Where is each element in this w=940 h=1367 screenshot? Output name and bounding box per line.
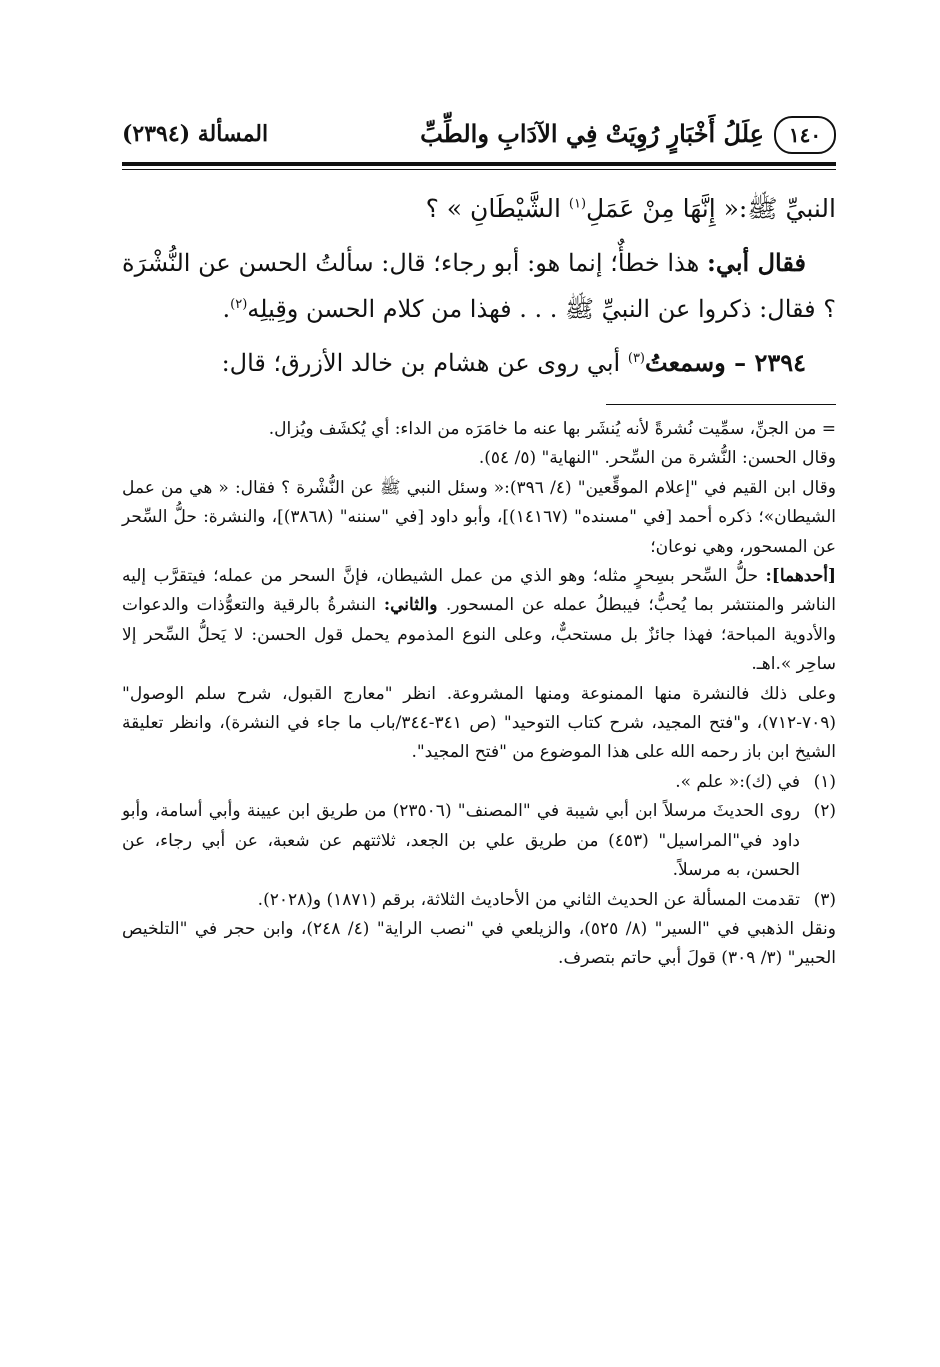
footnote-continuation-4-lead: [أحدهما]:	[765, 566, 836, 587]
footnote-continuation-1: = من الجنِّ، سمِّيت نُشرةً لأنه يُنشَر بها عنه ما خامَرَه من الداء: أي يُكشَف ويُزال.	[268, 419, 836, 439]
paragraph-3-text: أبي روى عن هشام بن خالد الأزرق؛ قال:	[221, 349, 628, 377]
footnote-continuation-4	[122, 562, 836, 680]
footnote-text: روى الحديثَ مرسلاً ابن أبي شيبة في "المصنف" (٢٣٥٠٦) من طريق ابن عيينة وأبي أسامة، وأبو داود في"المراسيل" (٤٥٣) من طريق علي بن الجعد، ثلاثتهم عن شعبة، عن أبي رجاء، عن الحسن، به مرسلاً.	[122, 801, 800, 881]
footnote-number: (١)	[813, 771, 836, 792]
issue-label: المسألة (٢٣٩٤)	[122, 121, 269, 147]
paragraph-2	[122, 240, 836, 332]
paragraph-2-text-a: هذا خطأٌ؛ إنما هو: أبو رجاء؛ قال: سألتُ الحسن عن النُّشْرَة ؟ فقال: ذكروا عن النبيِّ ﷺ . . . فهذا من كلام الحسن وقِيلِه	[122, 249, 836, 323]
main-text	[122, 186, 836, 386]
page	[122, 108, 836, 974]
paragraph-3-lead: ٢٣٩٤ – وسمعتُ	[645, 348, 806, 377]
footnote-continuation-2: وقال الحسن: النُّشرة من السِّحر. "النهاية" (٥/ ٥٤).	[478, 448, 836, 469]
footnote-continuation-4-lead-2: والثاني:	[383, 595, 446, 616]
footnote-separator	[606, 404, 836, 405]
footnote-text: في (ك):« علم ».	[675, 771, 800, 792]
footnote-ref-1: (١)	[568, 196, 587, 212]
footnote-item	[122, 768, 836, 797]
footnote-continuation-3: وقال ابن القيم في "إعلام الموقِّعين" (٤/ ٣٩٦):« وسئل النبي ﷺ عن النُّشْرة ؟ فقال: « هي من عمل الشيطان»؛ ذكره أحمد [في "مسنده" (١٤١٦٧)]، وأبو داود [في "سننه" (٣٨٦٨)]، والنشرة: حلُّ السِّحر عن المسحور، وهي نوعان؛	[122, 477, 836, 557]
footnote-continuation-5: وعلى ذلك فالنشرة منها الممنوعة ومنها المشروعة. انظر "معارج القبول، شرح سلم الوصول" (٧٠٩-٧١٢)، و"فتح المجيد، شرح كتاب التوحيد" (ص ٣٤١-٣٤٤/باب ما جاء في النشرة)، وانظر تعليقة الشيخ ابن باز رحمه الله على هذا الموضوع من "فتح المجيد".	[122, 683, 836, 763]
paragraph-3	[122, 340, 836, 386]
paragraph-2-text-b: .	[222, 295, 231, 323]
paragraph-1-text-a: النبيِّ ﷺ:« إِنَّهَا مِنْ عَمَلِ	[586, 194, 836, 223]
header-rule-thin	[122, 169, 836, 170]
paragraph-2-lead: فقال أبي:	[706, 248, 806, 277]
footnote-continuation-4-text-a: حلُّ السِّحر بسِحرٍ مثله؛ وهو الذي من عمل الشيطان، فإنَّ السحر من عمله؛ فيتقرَّب إليه الناشر والمنتشر بما يُحبُّ؛ فيبطلُ عمله عن المسحور.	[122, 566, 836, 616]
running-header	[122, 108, 836, 160]
page-number: ١٤٠	[774, 116, 836, 154]
footnote-item	[122, 886, 836, 915]
footnote-number: (٢)	[813, 801, 836, 822]
footnote-item	[122, 797, 836, 885]
footnote-continuation-4-text-b: النشرةُ بالرقية والتعوُّذات والدعوات والأدوية المباحة؛ فهذا جائزٌ بل مستحبٌّ، وعلى النوع المذموم يحمل قول الحسن: لا يَحلُّ السِّحر إلا ساحِر ».اهـ.	[122, 595, 836, 675]
book-title: عِلَلُ أَخْبَارٍ رُوِيَتْ فِي الآدَابِ والطِّبِّ	[420, 119, 764, 148]
footnote-number: (٣)	[813, 889, 836, 910]
footnotes	[122, 415, 836, 974]
paragraph-1-text-b: الشَّيْطَانِ » ؟	[425, 194, 569, 223]
header-rule-thick	[122, 162, 836, 166]
footnote-ref-2: (٢)	[230, 297, 248, 312]
footnote-text: تقدمت المسألة عن الحديث الثاني من الأحاديث الثلاثة، برقم (١٨٧١) و(٢٠٢٨).	[257, 889, 800, 910]
footnote-tail: ونقل الذهبي في "السير" (٨/ ٥٢٥)، والزيلعي في "نصب الراية" (٤/ ٢٤٨)، وابن حجر في "التلخيص الحبير" (٣/ ٣٠٩) قولَ أبي حاتم بتصرف.	[122, 918, 836, 969]
footnote-ref-3: (٣)	[627, 351, 645, 366]
paragraph-1	[122, 186, 836, 232]
